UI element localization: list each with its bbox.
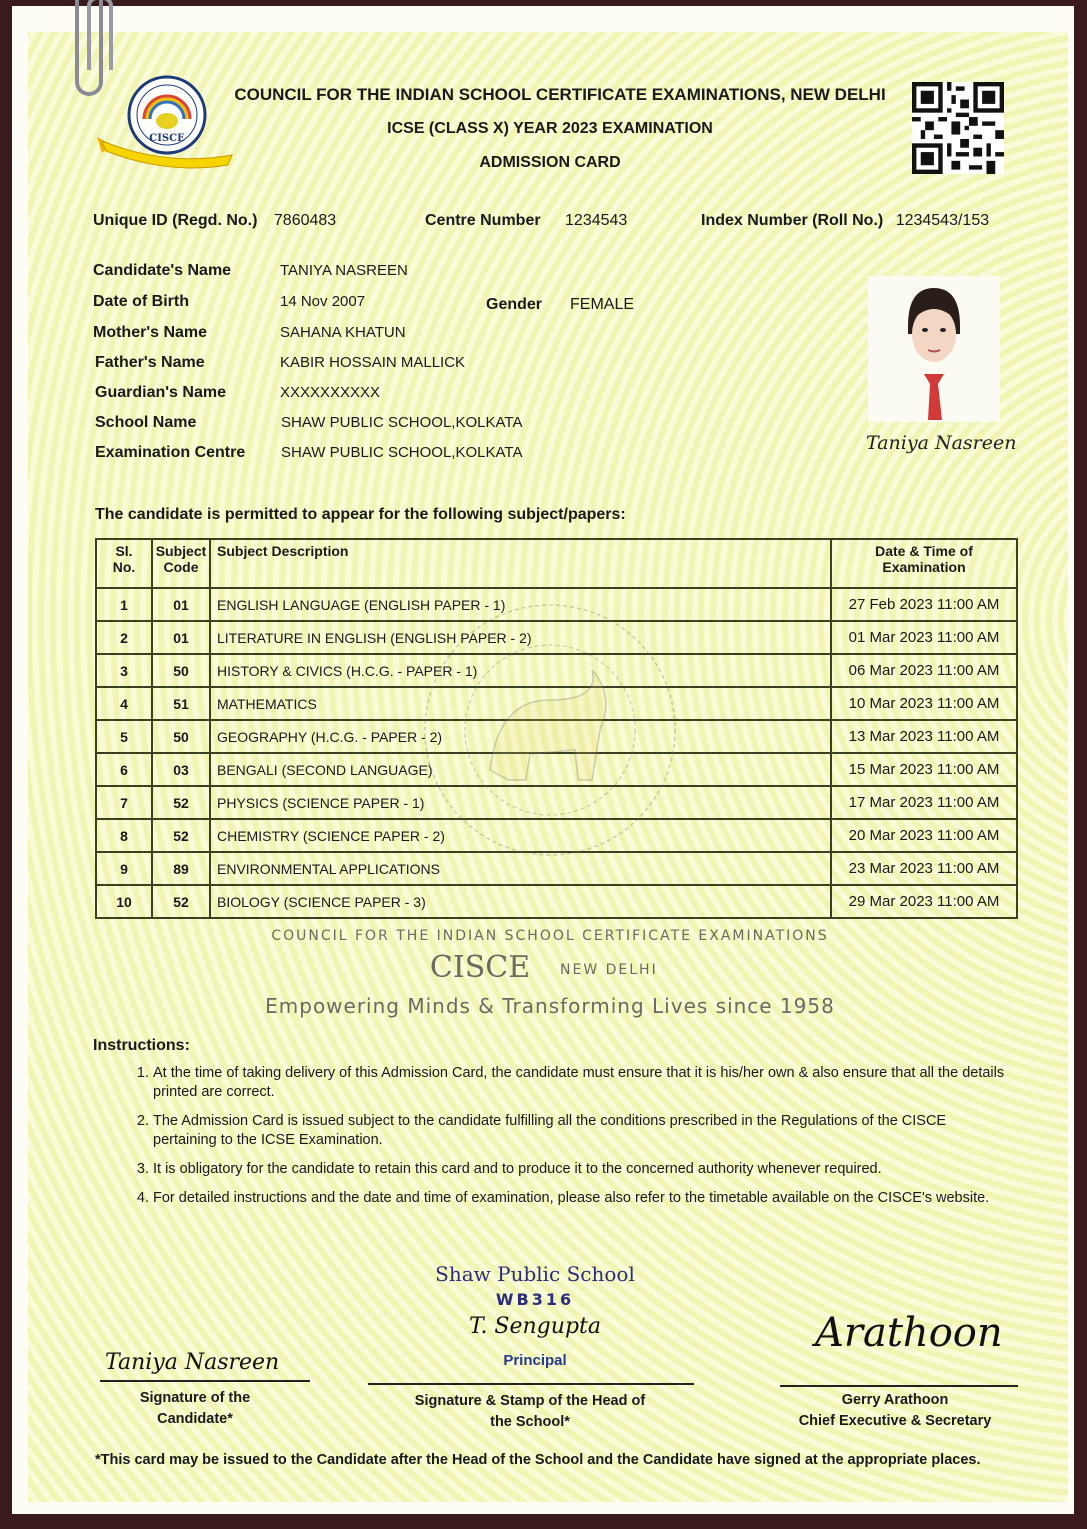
table-row <box>96 753 1017 786</box>
field-label: Father's Name <box>95 354 205 371</box>
seal-ring-text: COUNCIL FOR THE INDIAN SCHOOL CERTIFICATE EXAMINATIONS <box>271 928 829 944</box>
cell-desc: CHEMISTRY (SCIENCE PAPER - 2) <box>210 819 831 852</box>
school-stamp-code: WB316 <box>495 1290 575 1309</box>
principal-signature: T. Sengupta <box>469 1314 601 1339</box>
cell-date: 23 Mar 2023 11:00 AM <box>831 852 1017 885</box>
school-sign-line <box>368 1383 694 1385</box>
cell-code: 52 <box>152 786 210 819</box>
cell-code: 50 <box>152 720 210 753</box>
photo-signature: Taniya Nasreen <box>866 432 1017 454</box>
secretary-name: Gerry Arathoon <box>841 1392 949 1408</box>
footnote: *This card may be issued to the Candidate after the Head of the School and the Candidate have signed at the appropriate places. <box>95 1452 981 1468</box>
cell-date: 01 Mar 2023 11:00 AM <box>831 621 1017 654</box>
table-row <box>96 588 1017 621</box>
unique-id-label: Unique ID (Regd. No.) <box>93 212 258 229</box>
cell-sl: 8 <box>96 819 152 852</box>
cell-date: 27 Feb 2023 11:00 AM <box>831 588 1017 621</box>
instructions-title: Instructions: <box>93 1037 190 1054</box>
caption-line: Candidate* <box>157 1411 233 1427</box>
field-label: Mother's Name <box>93 324 208 341</box>
cell-date: 13 Mar 2023 11:00 AM <box>831 720 1017 753</box>
cisce-seal-text-block <box>180 928 920 1028</box>
table-row <box>96 786 1017 819</box>
table-row <box>96 654 1017 687</box>
subjects-intro: The candidate is permitted to appear for the following subject/papers: <box>95 506 626 523</box>
cell-code: 50 <box>152 654 210 687</box>
field-value: XXXXXXXXXX <box>280 384 381 401</box>
field-label: Guardian's Name <box>95 384 226 401</box>
gender-value: FEMALE <box>570 296 635 313</box>
cell-date: 29 Mar 2023 11:00 AM <box>831 885 1017 918</box>
field-value: 14 Nov 2007 <box>280 293 366 310</box>
cell-desc: ENVIRONMENTAL APPLICATIONS <box>210 852 831 885</box>
cell-sl: 9 <box>96 852 152 885</box>
cell-date: 15 Mar 2023 11:00 AM <box>831 753 1017 786</box>
cell-code: 01 <box>152 588 210 621</box>
cell-code: 52 <box>152 885 210 918</box>
table-row <box>96 720 1017 753</box>
cell-code: 89 <box>152 852 210 885</box>
instruction-item: 4. For detailed instructions and the date and time of examination, please also refer to the timetable available on the CISCE's website. <box>153 1189 1013 1208</box>
cell-desc: GEOGRAPHY (H.C.G. - PAPER - 2) <box>210 720 831 753</box>
unique-id-value: 7860483 <box>273 212 337 229</box>
cell-code: 01 <box>152 621 210 654</box>
cell-date: 20 Mar 2023 11:00 AM <box>831 819 1017 852</box>
cell-sl: 7 <box>96 786 152 819</box>
caption-line: Signature & Stamp of the Head of <box>414 1393 646 1409</box>
cell-sl: 5 <box>96 720 152 753</box>
header-date: Date & Time of Examination <box>831 539 1017 588</box>
candidate-sign-caption <box>100 1388 290 1430</box>
logo-text: CISCE <box>149 133 185 144</box>
cell-desc: LITERATURE IN ENGLISH (ENGLISH PAPER - 2) <box>210 621 831 654</box>
council-title: COUNCIL FOR THE INDIAN SCHOOL CERTIFICATE EXAMINATIONS, NEW DELHI <box>234 85 886 104</box>
subjects-table <box>95 538 1018 919</box>
cell-sl: 10 <box>96 885 152 918</box>
table-row <box>96 885 1017 918</box>
cell-date: 06 Mar 2023 11:00 AM <box>831 654 1017 687</box>
header-code: Subject Code <box>152 539 210 588</box>
index-number-value: 1234543/153 <box>895 212 990 229</box>
cell-desc: HISTORY & CIVICS (H.C.G. - PAPER - 1) <box>210 654 831 687</box>
cell-date: 10 Mar 2023 11:00 AM <box>831 687 1017 720</box>
table-row <box>96 621 1017 654</box>
secretary-signature: Arathoon <box>815 1310 1003 1356</box>
cell-code: 51 <box>152 687 210 720</box>
field-value: TANIYA NASREEN <box>280 262 408 279</box>
cell-desc: BENGALI (SECOND LANGUAGE) <box>210 753 831 786</box>
qr-code <box>912 80 1004 176</box>
table-row <box>96 687 1017 720</box>
cell-desc: ENGLISH LANGUAGE (ENGLISH PAPER - 1) <box>210 588 831 621</box>
cell-desc: MATHEMATICS <box>210 687 831 720</box>
principal-stamp-label: Principal <box>503 1352 567 1369</box>
caption-line: Signature of the <box>139 1390 251 1406</box>
centre-number-label: Centre Number <box>425 212 541 229</box>
cell-date: 17 Mar 2023 11:00 AM <box>831 786 1017 819</box>
gender-label: Gender <box>486 296 543 313</box>
instructions-list <box>125 1064 1013 1218</box>
field-value: KABIR HOSSAIN MALLICK <box>280 354 466 371</box>
unique-id <box>93 212 336 230</box>
cell-sl: 6 <box>96 753 152 786</box>
field-value: SHAW PUBLIC SCHOOL,KOLKATA <box>281 414 523 431</box>
cell-sl: 2 <box>96 621 152 654</box>
cell-code: 52 <box>152 819 210 852</box>
instruction-item: 1. At the time of taking delivery of this Admission Card, the candidate must ensure that it is his/her own & also ensure that all the details printed are correct. <box>153 1064 1013 1102</box>
field-label: School Name <box>95 414 197 431</box>
header-desc: Subject Description <box>210 539 831 588</box>
candidate-signature: Taniya Nasreen <box>105 1350 280 1375</box>
table-header-row <box>96 539 1017 588</box>
cell-sl: 1 <box>96 588 152 621</box>
field-label: Date of Birth <box>93 293 189 310</box>
field-label: Examination Centre <box>95 444 246 461</box>
table-row <box>96 852 1017 885</box>
candidate-photo <box>868 276 1000 422</box>
field-value: SHAW PUBLIC SCHOOL,KOLKATA <box>281 444 523 461</box>
seal-city: NEW DELHI <box>560 962 658 978</box>
seal-center-text: CISCE <box>429 950 531 985</box>
cell-desc: BIOLOGY (SCIENCE PAPER - 3) <box>210 885 831 918</box>
index-number <box>701 212 989 230</box>
instruction-item: 3. It is obligatory for the candidate to retain this card and to produce it to the concerned authority whenever required. <box>153 1160 1013 1179</box>
cell-desc: PHYSICS (SCIENCE PAPER - 1) <box>210 786 831 819</box>
secretary-caption <box>780 1390 1010 1432</box>
secretary-sign-line <box>780 1385 1018 1387</box>
cell-sl: 3 <box>96 654 152 687</box>
caption-line: the School* <box>490 1414 570 1430</box>
seal-motto: Empowering Minds & Transforming Lives since 1958 <box>265 994 835 1018</box>
cell-code: 03 <box>152 753 210 786</box>
field-label: Candidate's Name <box>93 262 232 279</box>
instruction-item: 2. The Admission Card is issued subject to the candidate fulfilling all the conditions prescribed in the Regulations of the CISCE pertaining to the ICSE Examination. <box>153 1112 1013 1150</box>
header-sl: Sl. No. <box>96 539 152 588</box>
secretary-title: Chief Executive & Secretary <box>798 1413 992 1429</box>
school-sign-caption <box>390 1391 670 1433</box>
candidate-sign-line <box>100 1380 310 1382</box>
school-stamp-name: Shaw Public School <box>435 1262 635 1286</box>
centre-number-value: 1234543 <box>565 212 628 229</box>
table-row <box>96 819 1017 852</box>
index-number-label: Index Number (Roll No.) <box>701 212 884 229</box>
field-value: SAHANA KHATUN <box>280 324 406 341</box>
exam-title: ICSE (CLASS X) YEAR 2023 EXAMINATION <box>387 120 713 137</box>
centre-number <box>425 212 627 230</box>
cell-sl: 4 <box>96 687 152 720</box>
document-title: ADMISSION CARD <box>479 154 621 171</box>
